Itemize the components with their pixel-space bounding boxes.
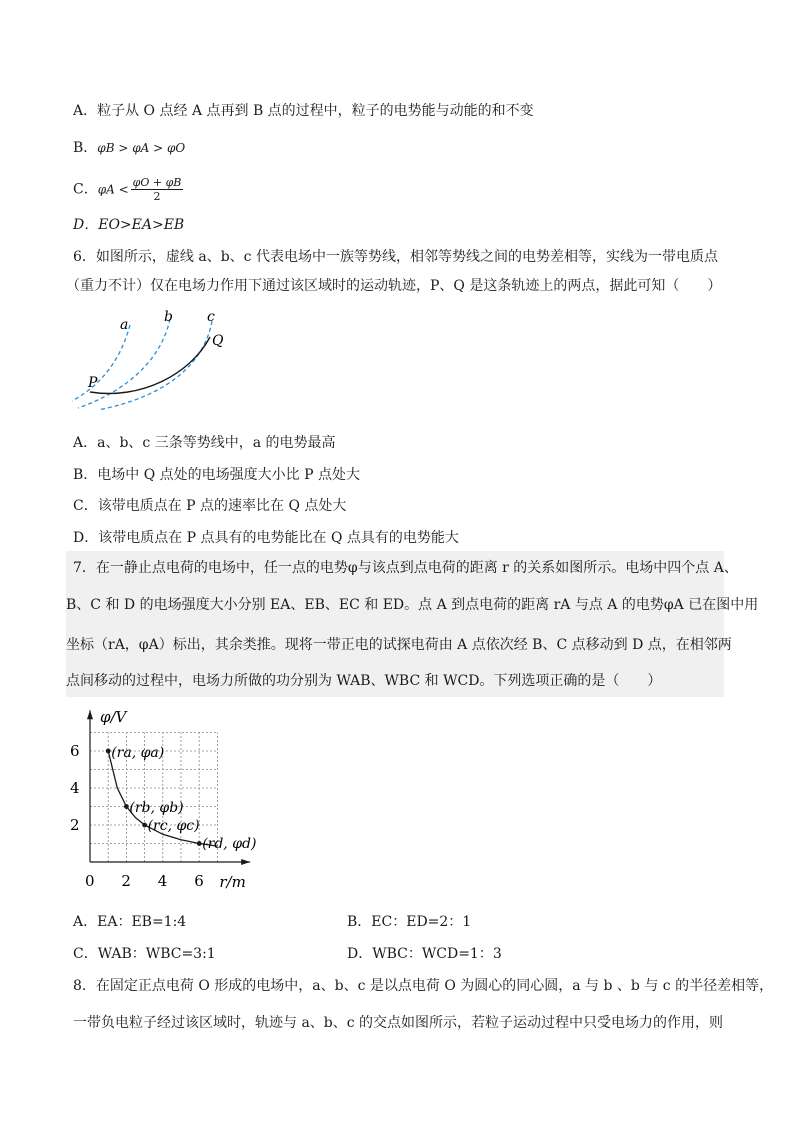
q5-option-b-label: B． [73,140,98,156]
x-tick-label: 2 [121,872,131,890]
q6-stem-line-2: （重力不计）仅在电场力作用下通过该区域时的运动轨迹，P、Q 是这条轨迹上的两点，据此可知（ ） [66,278,722,294]
y-tick-label: 2 [70,816,80,834]
fraction-numerator: φO + φB [132,176,182,189]
q5-option-c-label: C． [73,181,98,198]
q5-option-c-fraction [131,176,184,203]
q8-stem-line-1: 8．在固定正点电荷 O 形成的电场中，a、b、c 是以点电荷 O 为圆心的同心圆，a 与 b 、b 与 c 的半径差相等， [73,978,774,994]
q5-option-b-formula: φB > φA > φO [97,141,186,155]
data-point-label: (rb, φb) [129,800,184,816]
x-axis-arrow [241,859,250,865]
q7-stem-line-3: 坐标（rA，φA）标出，其余类推。现将一带正电的试探电荷由 A 点依次经 B、C 点移动到 D 点，在相邻两 [66,637,732,653]
data-point-label: (rd, φd) [202,836,257,852]
y-tick-label: 6 [70,742,80,760]
q6-option-b: B．电场中 Q 点处的电场强度大小比 P 点处大 [73,467,360,483]
data-point [106,749,111,754]
q6-stem-line-1: 6．如图所示，虚线 a、b、c 代表电场中一族等势线，相邻等势线之间的电势差相等，实线为一带电质点 [73,249,718,265]
data-point [197,841,202,846]
label-b: b [164,309,173,325]
q7-stem-line-4: 点间移动的过程中，电场力所做的功分别为 WAB、WBC 和 WCD。下列选项正确的是（ ） [66,673,662,689]
y-tick-label: 4 [70,779,80,797]
q7-option-b: B．EC：ED=2：1 [347,914,472,930]
q7-stem-line-1: 7．在一静止点电荷的电场中，任一点的电势φ与该点到点电荷的距离 r 的关系如图所示。电场中四个点 A、 [73,560,738,576]
label-Q: Q [212,333,224,349]
label-P: P [88,375,98,391]
label-c: c [207,309,215,325]
phi-r-chart [62,700,267,895]
q7-option-d: D．WBC：WCD=1：3 [347,946,502,962]
x-tick-label: 4 [157,872,168,890]
q6-option-d: D．该带电质点在 P 点具有的电势能比在 Q 点具有的电势能大 [73,530,459,546]
q6-option-c: C．该带电质点在 P 点的速率比在 Q 点处大 [73,498,347,514]
q5-option-c [73,176,183,203]
q5-option-a: A．粒子从 O 点经 A 点再到 B 点的过程中，粒子的电势能与动能的和不变 [73,103,534,119]
label-a: a [120,317,129,333]
y-axis-label: φ/V [100,708,127,726]
data-point [124,804,129,809]
q5-option-d: D．EO>EA>EB [73,217,185,233]
trajectory-curve [90,337,210,393]
x-axis-label: r/m [219,873,246,891]
y-axis-arrow [87,710,93,719]
q8-stem-line-2: 一带负电粒子经过该区域时，轨迹与 a、b、c 的交点如图所示，若粒子运动过程中只受电场力的作用，则 [73,1015,724,1031]
q5-option-b [73,138,185,158]
data-point [142,823,147,828]
q6-equipotential-figure [70,305,240,410]
q7-option-c: C．WAB：WBC=3:1 [73,946,216,962]
x-tick-label: 6 [194,872,204,890]
equipotential-line-c [98,321,212,410]
x-tick-label: 0 [85,872,95,890]
q5-option-c-left: φA < [97,182,129,197]
data-point-label: (ra, φa) [111,745,165,761]
data-point-label: (rc, φc) [147,818,200,834]
equipotential-line-a [72,325,130,401]
q7-option-a: A．EA：EB=1:4 [73,914,187,930]
q6-option-a: A．a、b、c 三条等势线中，a 的电势最高 [73,435,336,451]
fraction-denominator: 2 [153,190,161,203]
q7-stem-line-2: B、C 和 D 的电场强度大小分别 EA、EB、EC 和 ED。点 A 到点电荷的距离 rA 与点 A 的电势φA 已在图中用 [66,597,759,613]
